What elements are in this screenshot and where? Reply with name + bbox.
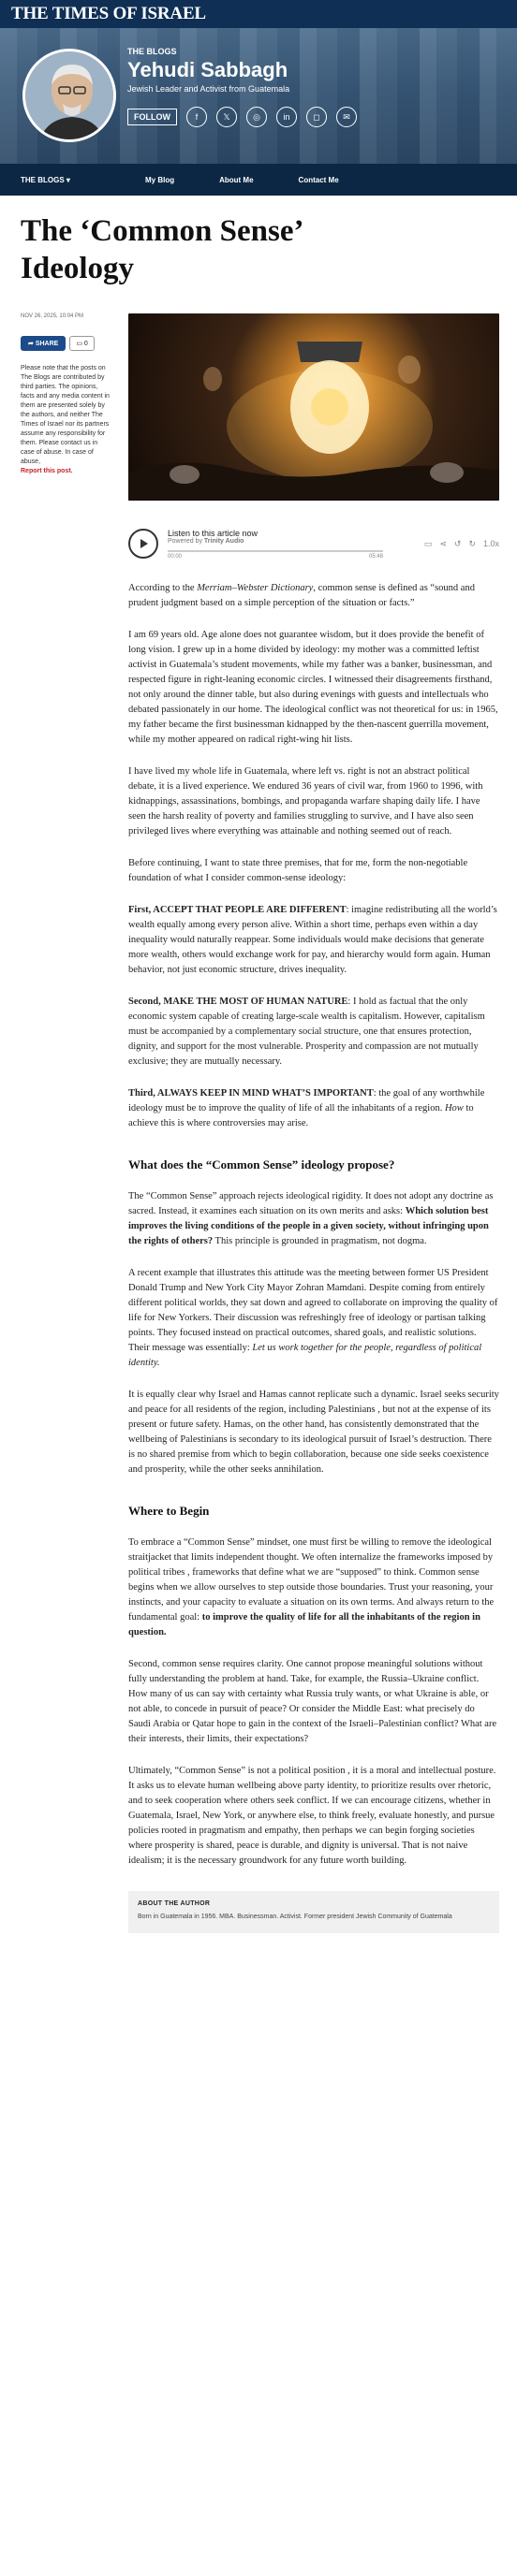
nav-contact-me[interactable]: Contact Me — [298, 175, 339, 184]
audio-times — [168, 554, 383, 560]
audio-duration: 05:48 — [368, 553, 383, 560]
instagram-icon[interactable]: ◻ — [306, 107, 327, 127]
nav-the-blogs[interactable]: THE BLOGS ▾ — [21, 175, 70, 184]
paragraph: The “Common Sense” approach rejects ideological rigidity. It does not adopt any doctrine as sacred. Instead, it examines each situation on its own merits and asks: Which solution best improves the living conditions of the people in a given society, without infringing upon the rights of others? This principle is grounded in pragmatism, not dogma. — [128, 1191, 494, 1246]
article-title: The ‘Common Sense’ Ideology — [21, 214, 303, 285]
audio-meta — [168, 529, 424, 560]
mail-icon[interactable]: ✉ — [336, 107, 357, 127]
forward-icon[interactable]: ↻ — [468, 538, 476, 548]
paragraph: A recent example that illustrates this attitude was the meeting between former US President Donald Trump and New York City Mayor Zohran Mamdani. Despite coming from entirely different political worlds, they sat down and agreed to collaborate on improving the quality of life for New Yorkers. Their discussion was refreshingly free of ideology or partisan talking points. They focused instead on practical outcomes, shared goals, and realistic solutions. Their message was essentially: Let us work together for the people, regardless of political identity. — [128, 1268, 498, 1368]
paragraph: I have lived my whole life in Guatemala, where left vs. right is not an abstract political debate, it is a lived experience. We endured 36 years of civil war, from 1960 to 1996, with kidnappings, assassinations, bombings, and propaganda warfare shaping daily life. I have seen the harsh reality of poverty and families struggling to survive, and I have also seen privileged lives where everything was attainable and nothing seemed out of reach. — [128, 766, 483, 837]
paragraph: Third, ALWAYS KEEP IN MIND WHAT’S IMPORTANT: the goal of any worthwhile ideology must be to improve the quality of life of all the inhabitants of a region. How to achieve this is where controversies may arise. — [128, 1088, 485, 1128]
comment-icon: ▭ — [76, 341, 84, 347]
paragraph: Before continuing, I want to state three premises, that for me, form the non-negotiable foundation of what I consider common-sense ideology: — [128, 858, 468, 883]
blog-nav — [0, 164, 517, 196]
globe-icon[interactable]: ◎ — [246, 107, 267, 127]
share-icon: ➦ — [28, 341, 36, 347]
about-the-author — [128, 1891, 499, 1933]
nav-my-blog[interactable]: My Blog — [145, 175, 175, 184]
author-info — [127, 47, 357, 127]
section-heading: What does the “Common Sense” ideology propose? — [128, 1157, 395, 1172]
audio-progress-track[interactable] — [168, 550, 383, 552]
blog-disclaimer: Please note that the posts on The Blogs are contributed by third parties. The opinions, facts and any media content in them are presented solely by the authors, and neither The Times of Israel nor its partners assume any responsibility for them. Please contact us in case of abuse. In case of abuse, Report this post. — [21, 365, 110, 474]
audio-tools — [424, 539, 499, 549]
speed-button[interactable]: 1.0x — [482, 538, 499, 548]
author-tagline: Jewish Leader and Activist from Guatemala — [127, 84, 290, 94]
paragraph: Second, common sense requires clarity. One cannot propose meaningful solutions without fully understanding the problem at hand. Take, for example, the Russia–Ukraine conflict. How many of us can say with certainty what Russia truly wants, or what Ukraine is able, or not able, to concede in pursuit of peace? Or consider the Middle East: what precisely do Saudi Arabia or Qatar hope to gain in the context of the Israeli–Palestinian conflict? What are their interests, their limits, their expectations? — [128, 1659, 497, 1744]
lightbulb-image — [128, 313, 499, 501]
author-actions — [127, 107, 357, 127]
paragraph: To embrace a “Common Sense” mindset, one must first be willing to remove the ideological straitjacket that limits independent thought. We often internalize the frameworks imposed by political tribes , frameworks that define what we are “supposed” to think. Common sense begins when we allow ourselves to step outside those boundaries. Trust your reasoning, your instincts, and your capacity to evaluate a situation on its own terms. And always return to the fundamental goal: to improve the quality of life for all the inhabitants of the region in question. — [128, 1537, 495, 1637]
paragraph: According to the Merriam–Webster Dictionary, common sense is defined as “sound and prudent judgment based on a simple perception of the situation or facts.” — [128, 583, 475, 608]
audio-current-time: 00:00 — [168, 553, 183, 560]
blogs-kicker: THE BLOGS — [127, 47, 177, 56]
audio-title: Listen to this article now — [168, 528, 258, 538]
article-sidebar — [21, 313, 110, 476]
audio-player — [128, 523, 499, 564]
paragraph: Ultimately, “Common Sense” is not a political position , it is a moral and intellectual posture. It asks us to elevate human wellbeing above party identity, to prioritize results over rhetoric, and to seek cooperation where others seek conflict. If we can encourage citizens, whether in Guatemala, Israel, New York, or anywhere else, to think freely, evaluate honestly, and pursue policies rooted in pragmatism and empathy, then perhaps we can begin forging societies where prosperity is shared, peace is durable, and dignity is universal. That is not naive idealism; it is the necessary groundwork for any future worth building. — [128, 1766, 496, 1866]
paragraph: Second, MAKE THE MOST OF HUMAN NATURE: I hold as factual that the only economic system capable of creating large-scale wealth is capitalism. However, capitalism must be accompanied by a complementary social structure, one that ensures protection, dignity, and support for the most vulnerable. Prosperity and compassion are not mutually exclusive; they are mutually necessary. — [128, 997, 485, 1067]
comments-button[interactable]: ▭ 0 — [69, 336, 94, 351]
audio-powered-by: Powered by Trinity Audio — [168, 537, 244, 545]
author-avatar — [22, 49, 116, 142]
author-bio: Born in Guatemala in 1956. MBA. Businessman. Activist. Former president Jewish Community of Guatemala — [138, 1914, 452, 1920]
author-name[interactable]: Yehudi Sabbagh — [127, 58, 288, 81]
author-hero — [0, 28, 517, 164]
author-box-heading: ABOUT THE AUTHOR — [138, 1900, 211, 1907]
article-body — [128, 313, 499, 1933]
rewind-icon[interactable]: ↺ — [453, 538, 462, 548]
site-logo[interactable]: THE TIMES OF ISRAEL — [11, 4, 206, 23]
paragraph: I am 69 years old. Age alone does not guarantee wisdom, but it does provide the benefit of long vision. I grew up in a home divided by ideology: my mother was a committed leftist activist in Guatemala’s student movements, while my father was a banker, businessman, and respected figure in right-leaning economic circles. I witnessed their disagreements firsthand, not only around the dinner table, but also during evenings with guests and intellectuals who debated passionately in our home. The ideological conflict was not theoretical for us: in 1965, my father became the first businessman kidnapped by the then-nascent guerrilla movement, while my mother appeared on radical right-wing hit lists. — [128, 630, 498, 745]
publish-date: NOV 26, 2025, 10:04 PM — [21, 313, 84, 319]
paragraph: First, ACCEPT THAT PEOPLE ARE DIFFERENT: imagine redistributing all the world’s wealth equally among every person alive. Within a short time, perhaps even within a day inequality would naturally reappear. Some individuals would make decisions that generate more wealth, others would exchange work for pay, and hierarchy would form again. Human behavior, not just economic structure, drives inequality. — [128, 905, 497, 975]
x-icon[interactable]: 𝕏 — [216, 107, 237, 127]
share-button[interactable]: ➦ SHARE — [21, 336, 66, 351]
follow-button[interactable]: FOLLOW — [127, 109, 177, 125]
nav-about-me[interactable]: About Me — [219, 175, 254, 184]
report-post-link[interactable]: Report this post. — [21, 468, 73, 474]
play-button[interactable] — [128, 529, 158, 559]
play-icon — [138, 538, 149, 549]
paragraph: It is equally clear why Israel and Hamas cannot replicate such a dynamic. Israel seeks security and peace for all residents of the region, including Palestinians , but not at the expense of its present or future safety. Hamas, on the other hand, has consistently demonstrated that the wellbeing of Palestinians is secondary to its ideological pursuit of Israel’s destruction. There is no shared premise from which to begin collaboration, because one side seeks coexistence and prosperity, while the other seeks annihilation. — [128, 1390, 499, 1475]
section-heading: Where to Begin — [128, 1504, 210, 1518]
linkedin-icon[interactable]: in — [276, 107, 297, 127]
share-controls — [21, 336, 110, 351]
facebook-icon[interactable]: f — [186, 107, 207, 127]
cast-icon[interactable]: ▭ — [423, 538, 433, 548]
site-header — [0, 0, 517, 28]
article-text — [128, 581, 499, 1869]
share-audio-icon[interactable]: ⋖ — [439, 538, 447, 548]
